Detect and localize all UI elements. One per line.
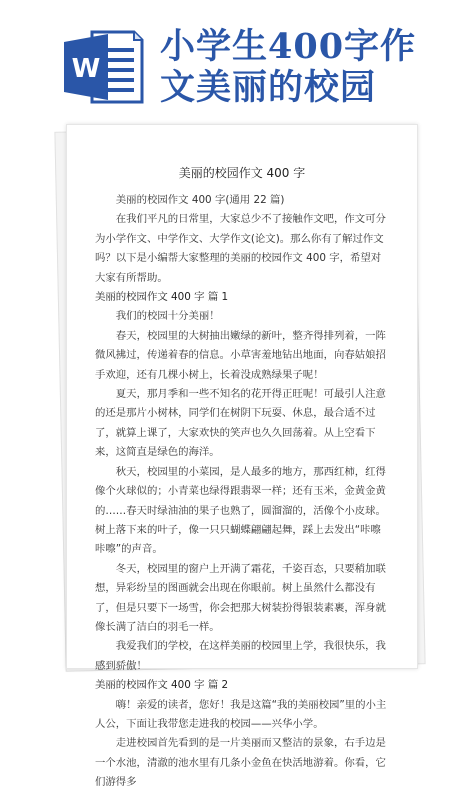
paragraph: 春天，校园里的大树抽出嫩绿的新叶，整齐得排列着，一阵微风拂过，传递着春的信息。小草害羞地钻出地面，向春姑娘招手欢迎，还有几棵小树上，长着没成熟绿果子呢！ [95, 329, 386, 381]
paragraph: 在我们平凡的日常里，大家总少不了接触作文吧，作文可分为小学作文、中学作文、大学作文(论文)。那么你有了解过作文吗？以下是小编帮大家整理的美丽的校园作文 400 字，希望对大家有所帮助。 [95, 213, 386, 284]
document-page [66, 124, 418, 789]
document-body [95, 191, 389, 793]
paragraph: 我爱我们的学校，在这样美丽的校园里上学，我很快乐，我感到骄傲！ [95, 640, 386, 672]
paragraph: 走进校园首先看到的是一片美丽而又整洁的景象，右手边是一个水池，清澈的池水里有几条小金鱼在快活地游着。你看，它们游得多 [95, 737, 386, 789]
paragraph: 夏天，那月季和一些不知名的花开得正旺呢！可最引人注意的还是那片小树林，同学们在树阴下玩耍、休息，最合适不过了，就算上课了，大家欢快的笑声也久久回荡着。从上空看下来，这简直是绿色的海洋。 [95, 388, 386, 459]
logo-letter: W [71, 54, 101, 84]
paragraph: 美丽的校园作文 400 字(通用 22 篇) [115, 194, 285, 206]
banner-title-line-1: 小学生400字作 [160, 26, 417, 67]
paragraph: 冬天，校园里的窗户上开满了霜花，千姿百态，只要稍加联想，异彩纷呈的图画就会出现在你眼前。树上虽然什么都没有了，但是只要下一场雪，你会把那大树装扮得银装素裹，浑身就像长满了洁白的羽毛一样。 [95, 562, 386, 633]
banner-title [160, 26, 416, 108]
paragraph: 秋天，校园里的小菜园，是人最多的地方，那西红柿，红得像个火球似的；小青菜也绿得跟翡翠一样；还有玉米，金黄金黄的……春天时绿油油的果子也熟了，圆溜溜的，活像个小皮球。树上落下来的叶子，像一只只蝴蝶翩翩起舞，踩上去发出“咔嚓咔嚓”的声音。 [95, 465, 386, 556]
banner-title-line-2: 文美丽的校园 [160, 67, 377, 108]
paragraph: 嗨！亲爱的读者，您好！我是这篇“我的美丽校园”里的小主人公，下面让我带您走进我的校园——兴华小学。 [95, 698, 387, 730]
paragraph: 我们的校园十分美丽！ [115, 310, 220, 323]
document-title: 美丽的校园作文 400 字 [178, 166, 306, 180]
section-heading: 美丽的校园作文 400 字 篇 1 [95, 291, 229, 304]
word-document-icon [62, 28, 144, 106]
banner [0, 0, 474, 110]
section-heading: 美丽的校园作文 400 字 篇 2 [95, 679, 229, 692]
